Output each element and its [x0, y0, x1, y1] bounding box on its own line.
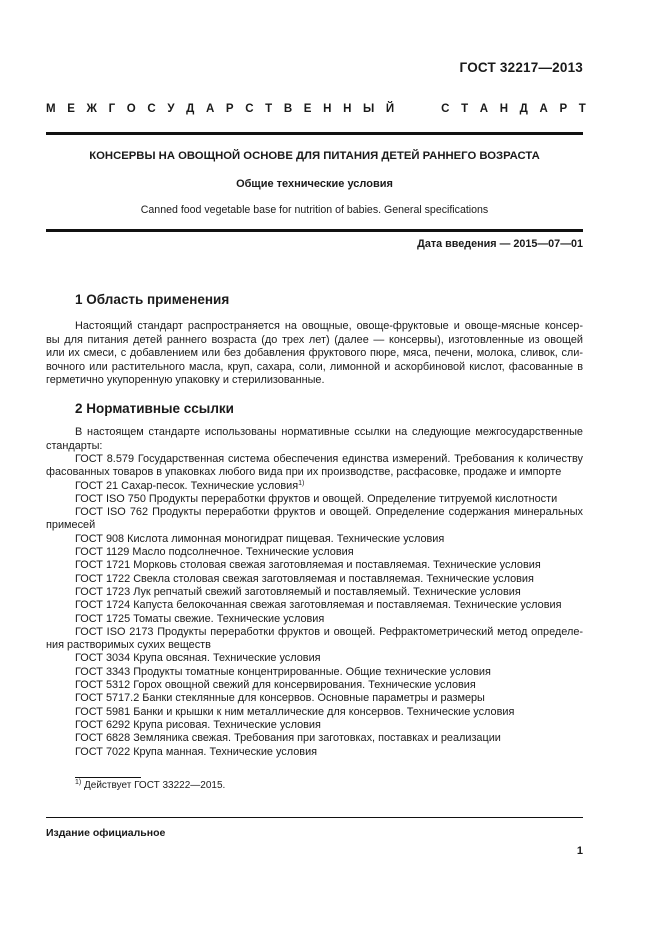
banner-letter — [423, 103, 429, 115]
reference-text — [46, 692, 583, 705]
reference-text — [46, 626, 583, 639]
banner-letter: М — [46, 103, 56, 115]
banner-letter: Н — [499, 103, 508, 115]
banner-letter: Ы — [363, 103, 375, 115]
reference-text — [46, 480, 583, 493]
reference-line: ГОСТ 1721 Морковь столовая свежая заготовляемая и поставляемая. Технические условия — [75, 559, 541, 572]
document-title-english: Canned food vegetable base for nutrition of babies. General specifications — [140, 204, 489, 216]
reference-text — [46, 719, 583, 732]
reference-line: ГОСТ 1723 Лук репчатый свежий заготовляемый и поставляемый. Технические условия — [75, 585, 521, 598]
section-2-intro — [46, 426, 583, 453]
banner-letter: Т — [578, 103, 586, 115]
reference-item — [46, 453, 583, 480]
reference-item — [46, 692, 583, 705]
reference-text — [46, 493, 583, 506]
banner-letter: С — [441, 103, 450, 115]
footnote-mark: 1) — [75, 779, 82, 786]
reference-item — [46, 586, 583, 599]
title-rule — [46, 229, 583, 232]
reference-line: ГОСТ ISO 762 Продукты переработки фруктов и овощей. Определение содержания минеральных — [75, 506, 583, 519]
banner-letter: Й — [385, 103, 395, 115]
reference-item — [46, 626, 583, 653]
reference-continuation: ния растворимых сухих веществ — [46, 639, 211, 652]
footnote-text: Действует ГОСТ 33222—2015. — [81, 780, 226, 791]
reference-item — [46, 480, 583, 493]
reference-text — [46, 506, 583, 519]
reference-line: ГОСТ 1722 Свекла столовая свежая заготовляемая и поставляемая. Технические условия — [75, 572, 534, 585]
reference-item — [46, 599, 583, 612]
section-1-paragraph — [46, 320, 583, 388]
banner-letter: Е — [67, 103, 75, 115]
reference-line: ГОСТ 5312 Горох овощной свежий для консервирования. Технические условия — [75, 679, 476, 692]
reference-item — [46, 573, 583, 586]
page-number: 1 — [576, 845, 583, 857]
reference-text — [46, 706, 583, 719]
banner-letter: Н — [323, 103, 332, 115]
reference-line: ГОСТ 6828 Земляника свежая. Требования при заготовках, поставках и реализации — [75, 732, 501, 745]
reference-line: ГОСТ 8.579 Государственная система обеспечения единства измерений. Требования к количеству — [75, 453, 583, 465]
reference-line: ГОСТ ISO 750 Продукты переработки фруктов и овощей. Определение титруемой кислотности — [75, 492, 558, 505]
reference-item — [46, 679, 583, 692]
reference-continuation: фасованных товаров в упаковках любого вида при их производстве, расфасовке, продаже и импорте — [46, 466, 562, 479]
reference-text — [46, 732, 583, 745]
reference-item — [46, 533, 583, 546]
reference-item — [46, 506, 583, 533]
banner-letter: Н — [343, 103, 352, 115]
section-1-heading: 1 Область применения — [75, 292, 230, 307]
reference-continuation: примесей — [46, 519, 96, 532]
reference-line: ГОСТ 1129 Масло подсолнечное. Технические условия — [75, 546, 354, 559]
banner-letter: У — [167, 103, 175, 115]
banner-letter: Д — [186, 103, 195, 115]
reference-line: ГОСТ 3034 Крупа овсяная. Технические условия — [75, 652, 321, 665]
banner-letter: В — [283, 103, 293, 115]
reference-item — [46, 746, 583, 759]
banner-letter: Р — [559, 103, 568, 115]
standard-code: ГОСТ 32217—2013 — [459, 60, 583, 75]
banner-letter: Т — [461, 103, 469, 115]
banner-letter: Ж — [86, 103, 97, 115]
reference-item — [46, 706, 583, 719]
header-rule — [46, 132, 583, 135]
reference-line: ГОСТ 6292 Крупа рисовая. Технические условия — [75, 718, 321, 731]
interstate-standard-banner — [46, 103, 586, 115]
footnote-reference: 1) — [298, 479, 305, 487]
reference-item — [46, 719, 583, 732]
reference-text — [46, 679, 583, 692]
banner-letter: Г — [108, 103, 116, 115]
banner-letter: С — [245, 103, 254, 115]
reference-item — [46, 559, 583, 572]
reference-line: ГОСТ 3343 Продукты томатные концентрированные. Общие технические условия — [75, 665, 491, 678]
reference-item — [46, 613, 583, 626]
document-subtitle: Общие технические условия — [236, 178, 393, 190]
paragraph-line: вы для питания детей раннего возраста (до трех лет) (далее — консервы), изготовленные из овощей — [46, 333, 583, 346]
banner-letter: Р — [225, 103, 234, 115]
banner-letter: А — [479, 103, 489, 115]
official-edition-label: Издание официальное — [46, 827, 166, 839]
reference-line: ГОСТ ISO 2173 Продукты переработки фруктов и овощей. Рефрактометрический метод определе- — [75, 625, 583, 638]
banner-letter: Е — [303, 103, 312, 115]
banner-letter — [406, 103, 412, 115]
section-2-heading: 2 Нормативные ссылки — [75, 401, 234, 416]
reference-text — [46, 546, 583, 559]
footnote-rule — [75, 777, 141, 778]
reference-text — [46, 533, 583, 546]
footnote — [75, 780, 225, 791]
reference-line: ГОСТ 7022 Крупа манная. Технические условия — [75, 745, 318, 758]
reference-text — [46, 746, 583, 759]
paragraph-line: В настоящем стандарте использованы нормативные ссылки на следующие межгосударственные — [75, 426, 583, 438]
reference-text — [46, 652, 583, 665]
document-title: КОНСЕРВЫ НА ОВОЩНОЙ ОСНОВЕ ДЛЯ ПИТАНИЯ ДЕТЕЙ РАННЕГО ВОЗРАСТА — [89, 150, 540, 162]
reference-line: ГОСТ 1724 Капуста белокочанная свежая заготовляемая и поставляемая. Технические условия — [75, 599, 562, 612]
banner-letter: А — [539, 103, 548, 115]
reference-item — [46, 493, 583, 506]
paragraph-line: или их смеси, с добавлением или без добавления фруктового пюре, мяса, печени, молока, сливок, сли- — [46, 347, 583, 359]
reference-text — [46, 666, 583, 679]
reference-text — [46, 599, 583, 612]
reference-text — [46, 453, 583, 466]
banner-letter: О — [126, 103, 136, 115]
introduction-date: Дата введения — 2015—07—01 — [417, 238, 583, 250]
reference-item — [46, 652, 583, 665]
banner-letter: Д — [519, 103, 528, 115]
reference-text — [46, 613, 583, 626]
paragraph-line: стандарты: — [46, 439, 103, 452]
paragraph-line: вочного или растительного масла, круп, сахара, соли, лимонной и аскорбиновой кислот, фасованные в — [46, 360, 583, 373]
banner-letter: Т — [265, 103, 273, 115]
paragraph-line: герметично укупоренную упаковку и стерилизованные. — [46, 374, 325, 386]
banner-letter: А — [205, 103, 215, 115]
banner-letter: С — [147, 103, 156, 115]
reference-text — [46, 586, 583, 599]
reference-text — [46, 559, 583, 572]
reference-line: ГОСТ 5981 Банки и крышки к ним металлические для консервов. Технические условия — [75, 705, 515, 718]
normative-references-list — [46, 453, 583, 759]
paragraph-line: Настоящий стандарт распространяется на овощные, овоще-фруктовые и овоще-мясные консер- — [75, 320, 583, 332]
reference-item — [46, 666, 583, 679]
reference-item — [46, 546, 583, 559]
reference-line: ГОСТ 908 Кислота лимонная моногидрат пищевая. Технические условия — [75, 532, 445, 545]
reference-line: ГОСТ 21 Сахар-песок. Технические условия — [75, 479, 299, 492]
reference-item — [46, 732, 583, 745]
reference-line: ГОСТ 5717.2 Банки стеклянные для консервов. Основные параметры и размеры — [75, 692, 485, 705]
reference-text — [46, 573, 583, 586]
footer-rule — [46, 817, 583, 818]
reference-line: ГОСТ 1725 Томаты свежие. Технические условия — [75, 612, 325, 625]
